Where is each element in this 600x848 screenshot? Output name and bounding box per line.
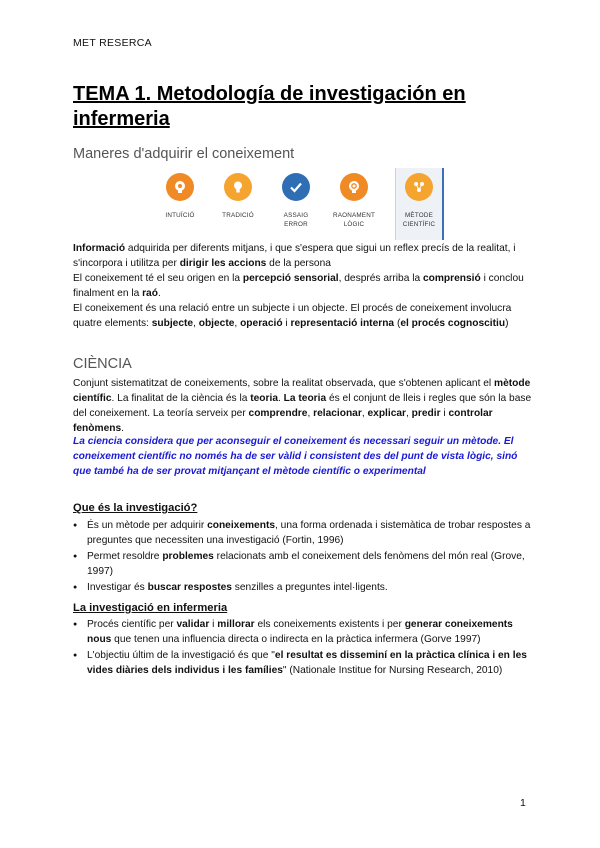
method-label: TRADICIÓ [222,212,254,219]
intro-paragraph-3 [73,301,533,331]
list-text: És un mètode per adquirir [87,520,208,531]
list-bold: millorar [217,619,255,630]
method-label-line1: RAONAMENT [332,212,376,219]
method-label [266,211,326,229]
method-label-line1: ASSAIG [283,212,309,219]
ciencia-paragraph [73,376,533,436]
page-number: 1 [520,797,526,809]
intro-text: adquirida per diferents mitjans, i que s'espera que sigui un reflex precís de la realitat, i s'incorpora i utilitza per [73,243,516,269]
list-bold: buscar respostes [147,582,232,593]
method-intuicio [150,168,210,220]
intro-text: El coneixement és una relació entre un subjecte i un objecte. El procés de coneixement involucra quatre elements: [73,303,512,329]
list-text: Procés científic per [87,619,177,630]
ciencia-text: . [278,393,284,404]
list-bold: generar coneixements nous [87,619,513,645]
ciencia-text: , [361,408,368,419]
ciencia-text: Conjunt sistematitzat de coneixements, sobre la realitat observada, que s'obtenen aplicant el [73,378,495,389]
ciencia-text: i [440,408,449,419]
intro-text: i conclou finalment en la [73,273,524,299]
list-text: Investigar és [87,582,148,593]
method-label [389,211,449,229]
method-label [324,211,384,229]
ciencia-bold: comprendre [248,408,308,419]
brain-gear-icon [340,173,368,201]
ciencia-bold: La teoria [283,393,327,404]
ciencia-heading: CIÈNCIA [73,356,132,372]
ciencia-bold: predir [411,408,441,419]
ciencia-bold: explicar [367,408,406,419]
list-text: relacionats amb el coneixement dels fenòmens del món real (Grove, 1997) [87,551,525,577]
list-text: Permet resoldre [87,551,163,562]
list-item [73,648,533,678]
infermeria-list [73,617,533,679]
intro-bold: percepció sensorial [242,273,339,284]
ciencia-text: , [307,408,314,419]
list-bold: el resultat es disseminí en la pràctica clínica i en les vides diàries dels individus i les famílies [87,650,527,676]
intro-bold: operació [240,318,283,329]
list-text: , una forma ordenada i sistemàtica de trobar respostes a preguntes que necessiten una investigació (Fortin, 1996) [87,520,531,546]
list-item [73,549,533,579]
method-label-line2: LÒGIC [343,221,365,228]
intro-text: , [193,318,199,329]
method-assaig-error [266,168,326,229]
intro-bold: raó [142,288,158,299]
intro-text: , [234,318,241,329]
list-text: que tenen una influencia directa o indirecta en la pràctica infermera (Gorve 1997) [111,634,481,645]
list-text: senzilles a preguntes intel·ligents. [231,582,388,593]
ciencia-bold: relacionar [313,408,362,419]
method-label-line2: CIENTÍFIC [402,221,436,228]
list-text: L'objectiu últim de la investigació és que " [87,650,275,661]
intro-bold: dirigir les accions [179,258,267,269]
list-text: " (Nationale Institue for Nursing Research, 2010) [282,665,503,676]
ciencia-text: . La finalitat de la ciència és la [111,393,251,404]
page-title: TEMA 1. Metodología de investigación en infermeria [73,83,466,130]
section-subtitle: Maneres d'adquirir el coneixement [73,146,295,162]
method-metode-cientific [389,168,449,229]
investigacio-list [73,518,533,596]
infermeria-heading: La investigació en infermeria [73,602,228,614]
list-bold: problemes [162,551,214,562]
ciencia-bold: teoria [250,393,278,404]
list-text: i [209,619,218,630]
ciencia-bold: controlar fenòmens [73,408,493,434]
list-item [73,617,533,647]
ciencia-text: és el conjunt de lleis i regles que són la base del coneixement. La teoría serveix per [73,393,532,419]
list-bold: coneixements [207,520,276,531]
method-label: INTUÏCIÓ [165,212,195,219]
ciencia-highlight: La ciencia considera que per aconseguir el coneixement és necessari seguir un mètode. El coneixement científic no només ha de ser vàlid i consistent des del punt de vista lògic, sinó que també ha de ser provat mitjançant el mètode científic o experimental [73,436,518,477]
method-tradicio [208,168,268,220]
ciencia-bold: mètode científic [73,378,531,404]
intro-text: . [157,288,161,299]
network-icon [405,173,433,201]
intro-bold: subjecte [151,318,194,329]
intro-bold: comprensió [422,273,481,284]
list-text: els coneixements existents i per [254,619,405,630]
document-header: MET RESERCA [73,37,152,49]
ciencia-text: , [406,408,412,419]
intro-text: ) [505,318,509,329]
intro-text: El coneixement té el seu origen en la [73,273,243,284]
intro-paragraph-2 [73,271,533,301]
intro-text: ( [394,318,401,329]
intro-bold: Informació [73,243,126,254]
checkmark-icon [282,173,310,201]
knowledge-methods-diagram [150,168,450,238]
intro-paragraph-1 [73,241,533,271]
method-raonament-logic [324,168,384,229]
intro-text: i [282,318,291,329]
list-item [73,580,533,595]
list-item [73,518,533,548]
method-label-line1: MÈTODE [404,212,434,219]
list-bold: validar [176,619,210,630]
intro-text: de la persona [266,258,331,269]
intro-bold: representació interna [290,318,395,329]
brain-icon [166,173,194,201]
method-label-line2: ERROR [284,221,308,228]
intro-text: , després arriba la [338,273,423,284]
ciencia-text: . [121,423,124,434]
lightbulb-icon [224,173,252,201]
investigacio-heading: Que és la investigació? [73,502,198,514]
intro-bold: objecte [198,318,235,329]
intro-bold: el procés cognoscitiu [400,318,506,329]
